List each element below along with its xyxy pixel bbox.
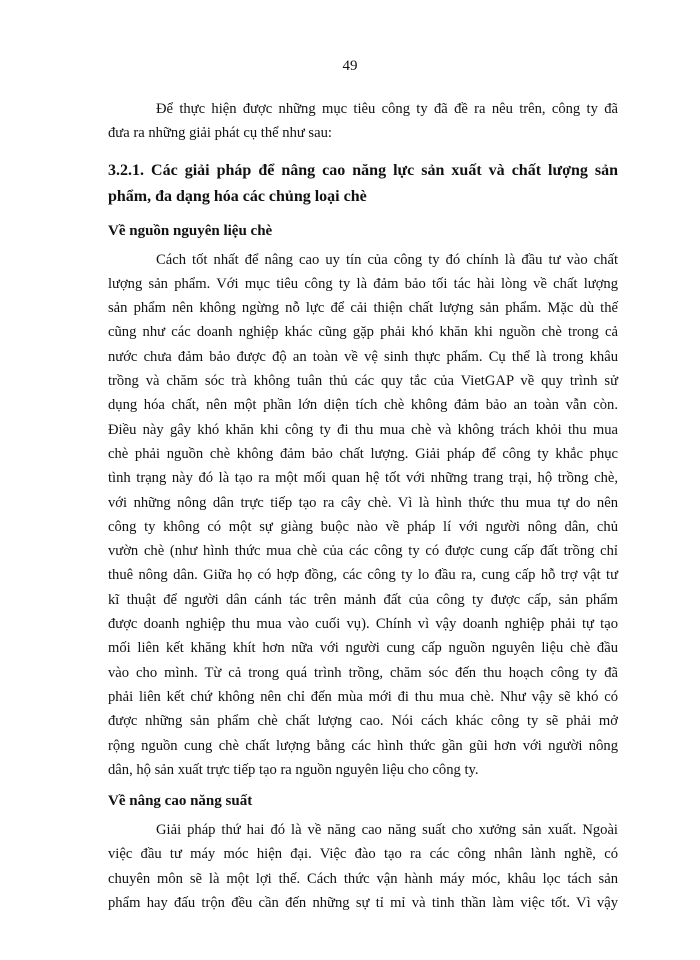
text-line: được doanh nghiệp thu mua vào cuối vụ). Chính vì vậy doanh nghiệp phải tự tạo <box>108 616 618 633</box>
text-line: đưa ra những giải phát cụ thể như sau: <box>108 125 332 142</box>
subheading-productivity: Về nâng cao năng suất <box>108 793 253 810</box>
text-line: được những sản phẩm chè chất lượng cao. Nói cách khác công ty sẽ phải mở <box>108 713 618 730</box>
text-line: cũng như các doanh nghiệp khác cũng gặp phải khó khăn khi nguồn chè trong cả <box>108 324 618 341</box>
intro-paragraph <box>108 97 618 146</box>
subheading-raw-material: Về nguồn nguyên liệu chè <box>108 222 273 239</box>
page-number: 49 <box>342 58 358 74</box>
text-line: dụng hóa chất, nên một phần lớn diện tích chè không đảm bảo an toàn vẫn còn. <box>108 397 618 414</box>
heading-line: phẩm, đa dạng hóa các chủng loại chè <box>108 187 367 205</box>
text-line: kĩ thuật để người dân cánh tác trên mảnh đất của công ty được cấp, sản phẩm <box>108 591 618 608</box>
section-heading <box>108 158 618 210</box>
text-line: công ty không có một sự giàng buộc nào về pháp lí với người nông dân, chủ <box>108 518 618 535</box>
text-line: sản phẩm nên không ngừng nỗ lực để cải thiện chất lượng sản phẩm. Mặc dù thế <box>108 300 618 317</box>
heading-line: 3.2.1. Các giải pháp để nâng cao năng lực sản xuất và chất lượng sản <box>108 161 618 179</box>
text-line: nước chưa đảm bảo được độ an toàn về vệ sinh thực phẩm. Cụ thể là trong khâu <box>108 348 618 365</box>
text-line: chuyên môn sẽ là một lợi thế. Cách thức vận hành máy móc, khâu lọc tách sản <box>108 870 618 887</box>
text-line: với những nông dân trực tiếp tạo ra cây chè. Vì là hình thức thu mua tự do nên <box>108 494 618 511</box>
text-line: mối liên kết khăng khít hơn nữa với người cung cấp nguồn nguyên liệu chè đầu <box>108 640 618 657</box>
text-line: Để thực hiện được những mục tiêu công ty đã đề ra nêu trên, công ty đã <box>156 101 618 117</box>
text-line: tình trạng này đó là tạo ra một mối quan hệ tốt với những trang trại, hộ trồng chè, <box>108 470 618 487</box>
text-line: Điều này gây khó khăn khi công ty đi thu mua chè và không trách khỏi thu mua <box>108 421 618 438</box>
text-line: dân, hộ sản xuất trực tiếp tạo ra nguồn nguyên liệu cho công ty. <box>108 761 479 778</box>
text-line: vườn chè (như hình thức mua chè của các công ty có được cung cấp đất trồng chỉ <box>108 543 618 560</box>
text-line: phẩm hay đấu trộn đều cần đến những sự tỉ mỉ và tinh thần làm việc tốt. Vì vậy <box>108 895 618 912</box>
text-line: chè phải nguồn chè không đảm bảo chất lượng. Giải pháp để công ty khắc phục <box>108 445 618 462</box>
text-line: trồng và chăm sóc trà không tuân thủ các quy tắc của VietGAP về quy trình sử <box>108 373 618 390</box>
text-line: vào cho mình. Từ cả trong quá trình trồng, chăm sóc đến thu hoạch công ty đã <box>108 664 618 681</box>
text-line: thuê nông dân. Giữa họ có hợp đồng, các công ty lo đầu ra, cung cấp hỗ trợ vật tư <box>108 567 618 584</box>
text-line: Giải pháp thứ hai đó là về năng cao năng suất cho xưởng sản xuất. Ngoài <box>156 822 618 839</box>
text-line: lượng sản phẩm. Với mục tiêu công ty là đảm bảo tối tác hài lòng về chất lượng <box>108 275 618 292</box>
raw-material-paragraph <box>108 248 618 783</box>
productivity-paragraph <box>108 818 618 915</box>
text-line: Cách tốt nhất để nâng cao uy tín của công ty đó chính là đầu tư vào chất <box>156 251 618 268</box>
text-line: việc đầu tư máy móc hiện đại. Việc đào tạo ra các công nhân lành nghề, có <box>108 846 618 863</box>
text-line: phải liên kết chứ không nên chỉ đến mùa mới đi thu mua chè. Như vậy sẽ khó có <box>108 688 618 705</box>
document-body <box>108 97 618 915</box>
text-line: rộng nguồn cung chè chất lượng bằng các hình thức gần gũi hơn với người nông <box>108 737 618 754</box>
